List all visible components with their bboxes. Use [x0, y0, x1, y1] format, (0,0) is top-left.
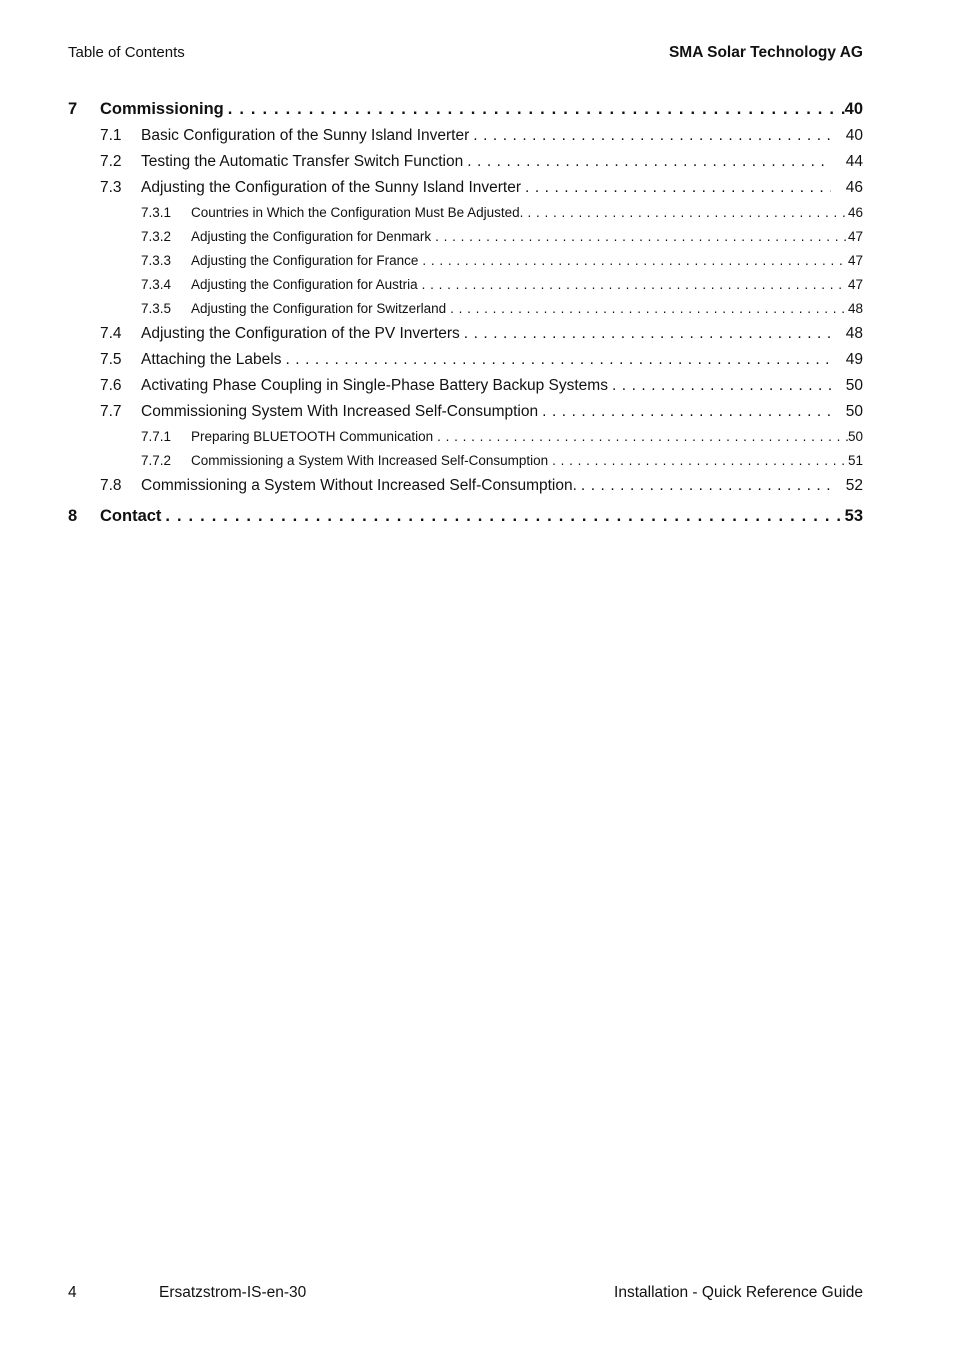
toc-entry-number: 7: [68, 100, 78, 118]
toc-dot-leader: [418, 253, 848, 268]
toc-entry-title: Adjusting the Configuration of the Sunny Island Inverter: [141, 179, 521, 196]
toc-entry-page: 47: [847, 253, 863, 268]
toc-entry-number: 7.1: [100, 127, 122, 144]
toc-dot-leader: [460, 325, 831, 343]
toc-entry-title: Preparing BLUETOOTH Communication: [191, 429, 434, 444]
toc-entry-number: 7.3.1: [141, 205, 172, 220]
toc-entry-section[interactable]: [68, 179, 863, 205]
toc-entry-title: Adjusting the Configuration for Denmark: [191, 229, 432, 244]
toc-entry-page: 44: [845, 153, 863, 170]
toc-entry-title: Adjusting the Configuration for France: [191, 253, 419, 268]
toc-entry-page: 50: [845, 403, 863, 420]
toc-entry-page: 51: [847, 453, 863, 468]
toc-entry-subsection[interactable]: [68, 253, 863, 277]
toc-entry-page: 48: [845, 325, 863, 342]
toc-entry-page: 52: [845, 477, 863, 494]
toc-entry-subsection[interactable]: [68, 205, 863, 229]
toc-entry-section[interactable]: [68, 351, 863, 377]
toc-entry-number: 7.3.2: [141, 229, 172, 244]
toc-entry-subsection[interactable]: [68, 277, 863, 301]
toc-entry-page: 47: [847, 229, 863, 244]
toc-entry-title: Adjusting the Configuration of the PV Inverters: [141, 325, 460, 342]
toc-entry-number: 7.2: [100, 153, 122, 170]
toc-dot-leader: [433, 429, 848, 444]
toc-dot-leader: [431, 229, 848, 244]
toc-entry-page: 49: [845, 351, 863, 368]
toc-entry-number: 7.7.1: [141, 429, 172, 444]
table-of-contents: [68, 100, 863, 534]
toc-entry-number: 7.5: [100, 351, 122, 368]
toc-dot-leader: [577, 477, 831, 495]
toc-dot-leader: [281, 351, 831, 369]
toc-entry-title: Adjusting the Configuration for Austria: [191, 277, 418, 292]
toc-dot-leader: [463, 153, 831, 171]
toc-entry-page: 40: [844, 100, 863, 118]
toc-entry-page: 46: [847, 205, 863, 220]
toc-dot-leader: [418, 277, 848, 292]
toc-entry-section[interactable]: [68, 403, 863, 429]
toc-dot-leader: [469, 127, 831, 145]
toc-entry-section[interactable]: [68, 127, 863, 153]
toc-entry-section[interactable]: [68, 325, 863, 351]
toc-entry-number: 7.7.2: [141, 453, 172, 468]
toc-entry-title: Commissioning a System With Increased Self-Consumption: [191, 453, 549, 468]
running-header-company: SMA Solar Technology AG: [668, 44, 863, 61]
toc-entry-number: 8: [68, 507, 78, 525]
toc-entry-page: 50: [847, 429, 863, 444]
toc-entry-subsection[interactable]: [68, 429, 863, 453]
toc-entry-number: 7.3: [100, 179, 122, 196]
toc-entry-number: 7.4: [100, 325, 122, 342]
toc-entry-title: Attaching the Labels: [141, 351, 282, 368]
toc-dot-leader: [548, 453, 848, 468]
toc-entry-title: Testing the Automatic Transfer Switch Function: [141, 153, 464, 170]
toc-entry-section[interactable]: [68, 377, 863, 403]
toc-entry-subsection[interactable]: [68, 453, 863, 477]
toc-dot-leader: [224, 100, 845, 119]
toc-dot-leader: [521, 179, 831, 197]
toc-entry-section[interactable]: [68, 153, 863, 179]
toc-entry-subsection[interactable]: [68, 229, 863, 253]
footer-guide-title: Installation - Quick Reference Guide: [614, 1284, 863, 1301]
toc-entry-title: Adjusting the Configuration for Switzerland: [191, 301, 447, 316]
toc-dot-leader: [608, 377, 831, 395]
toc-entry-page: 48: [847, 301, 863, 316]
toc-entry-number: 7.3.3: [141, 253, 172, 268]
toc-entry-title: Activating Phase Coupling in Single-Phase Battery Backup Systems: [141, 377, 608, 394]
toc-entry-title: Commissioning a System Without Increased Self-Consumption.: [141, 477, 577, 494]
toc-entry-page: 46: [845, 179, 863, 196]
toc-entry-section[interactable]: [68, 477, 863, 503]
toc-dot-leader: [446, 301, 848, 316]
toc-entry-page: 40: [845, 127, 863, 144]
toc-entry-number: 7.3.4: [141, 277, 172, 292]
toc-entry-page: 50: [845, 377, 863, 394]
toc-entry-title: Countries in Which the Configuration Must Be Adjusted.: [191, 205, 524, 220]
toc-dot-leader: [523, 205, 848, 220]
toc-dot-leader: [161, 507, 844, 526]
toc-entry-title: Basic Configuration of the Sunny Island Inverter: [141, 127, 470, 144]
toc-entry-subsection[interactable]: [68, 301, 863, 325]
toc-entry-chapter[interactable]: [68, 507, 863, 533]
toc-entry-chapter[interactable]: [68, 100, 863, 126]
toc-entry-number: 7.6: [100, 377, 122, 394]
toc-entry-number: 7.8: [100, 477, 122, 494]
toc-entry-title: Commissioning System With Increased Self-Consumption: [141, 403, 539, 420]
footer-page-number: 4: [68, 1284, 77, 1301]
toc-entry-title: Commissioning: [100, 100, 224, 118]
toc-entry-title: Contact: [100, 507, 162, 525]
toc-entry-number: 7.7: [100, 403, 122, 420]
toc-entry-page: 47: [847, 277, 863, 292]
footer-document-id: Ersatzstrom-IS-en-30: [159, 1284, 307, 1301]
toc-entry-number: 7.3.5: [141, 301, 172, 316]
running-header-section: Table of Contents: [68, 44, 185, 61]
toc-entry-page: 53: [844, 507, 863, 525]
toc-dot-leader: [538, 403, 831, 421]
